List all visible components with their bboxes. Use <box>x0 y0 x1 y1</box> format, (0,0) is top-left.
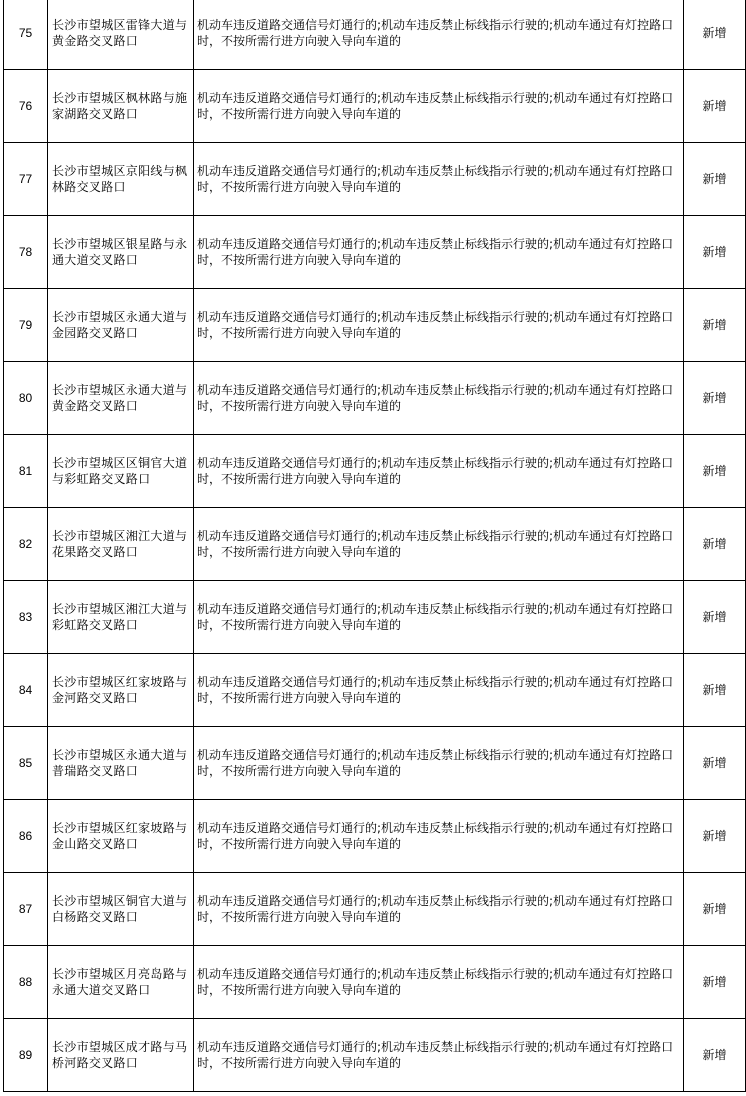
row-number: 80 <box>4 362 48 435</box>
row-number: 77 <box>4 143 48 216</box>
table-body <box>4 0 746 1092</box>
record-type: 新增 <box>684 508 746 581</box>
violation-behavior: 机动车违反道路交通信号灯通行的;机动车违反禁止标线指示行驶的;机动车通过有灯控路口时，不按所需行进方向驶入导向车道的 <box>194 216 684 289</box>
violation-behavior: 机动车违反道路交通信号灯通行的;机动车违反禁止标线指示行驶的;机动车通过有灯控路口时，不按所需行进方向驶入导向车道的 <box>194 289 684 362</box>
record-type: 新增 <box>684 216 746 289</box>
violation-behavior: 机动车违反道路交通信号灯通行的;机动车违反禁止标线指示行驶的;机动车通过有灯控路口时，不按所需行进方向驶入导向车道的 <box>194 654 684 727</box>
intersection-location: 长沙市望城区永通大道与金园路交叉路口 <box>48 289 194 362</box>
intersection-location: 长沙市望城区区铜官大道与彩虹路交叉路口 <box>48 435 194 508</box>
table-row <box>4 70 746 143</box>
row-number: 85 <box>4 727 48 800</box>
table-row <box>4 362 746 435</box>
intersection-location: 长沙市望城区成才路与马桥河路交叉路口 <box>48 1019 194 1092</box>
violation-behavior: 机动车违反道路交通信号灯通行的;机动车违反禁止标线指示行驶的;机动车通过有灯控路口时，不按所需行进方向驶入导向车道的 <box>194 362 684 435</box>
row-number: 89 <box>4 1019 48 1092</box>
row-number: 79 <box>4 289 48 362</box>
record-type: 新增 <box>684 143 746 216</box>
record-type: 新增 <box>684 800 746 873</box>
intersection-location: 长沙市望城区红家坡路与金山路交叉路口 <box>48 800 194 873</box>
record-type: 新增 <box>684 946 746 1019</box>
table-row <box>4 289 746 362</box>
table-row <box>4 1019 746 1092</box>
intersection-location: 长沙市望城区枫林路与施家湖路交叉路口 <box>48 70 194 143</box>
record-type: 新增 <box>684 70 746 143</box>
row-number: 75 <box>4 0 48 70</box>
record-type: 新增 <box>684 362 746 435</box>
violation-behavior: 机动车违反道路交通信号灯通行的;机动车违反禁止标线指示行驶的;机动车通过有灯控路口时，不按所需行进方向驶入导向车道的 <box>194 0 684 70</box>
table-row <box>4 946 746 1019</box>
table-row <box>4 216 746 289</box>
record-type: 新增 <box>684 0 746 70</box>
intersection-location: 长沙市望城区红家坡路与金河路交叉路口 <box>48 654 194 727</box>
intersection-location: 长沙市望城区京阳线与枫林路交叉路口 <box>48 143 194 216</box>
intersection-location: 长沙市望城区湘江大道与彩虹路交叉路口 <box>48 581 194 654</box>
violation-behavior: 机动车违反道路交通信号灯通行的;机动车违反禁止标线指示行驶的;机动车通过有灯控路口时，不按所需行进方向驶入导向车道的 <box>194 435 684 508</box>
violation-behavior: 机动车违反道路交通信号灯通行的;机动车违反禁止标线指示行驶的;机动车通过有灯控路口时，不按所需行进方向驶入导向车道的 <box>194 70 684 143</box>
record-type: 新增 <box>684 581 746 654</box>
violation-behavior: 机动车违反道路交通信号灯通行的;机动车违反禁止标线指示行驶的;机动车通过有灯控路口时，不按所需行进方向驶入导向车道的 <box>194 727 684 800</box>
row-number: 87 <box>4 873 48 946</box>
violation-behavior: 机动车违反道路交通信号灯通行的;机动车违反禁止标线指示行驶的;机动车通过有灯控路口时，不按所需行进方向驶入导向车道的 <box>194 800 684 873</box>
record-type: 新增 <box>684 435 746 508</box>
table-row <box>4 727 746 800</box>
violation-behavior: 机动车违反道路交通信号灯通行的;机动车违反禁止标线指示行驶的;机动车通过有灯控路口时，不按所需行进方向驶入导向车道的 <box>194 946 684 1019</box>
table-row <box>4 581 746 654</box>
camera-location-table <box>3 0 746 1092</box>
intersection-location: 长沙市望城区湘江大道与花果路交叉路口 <box>48 508 194 581</box>
table-row <box>4 435 746 508</box>
record-type: 新增 <box>684 873 746 946</box>
table-row <box>4 873 746 946</box>
table-row <box>4 654 746 727</box>
violation-behavior: 机动车违反道路交通信号灯通行的;机动车违反禁止标线指示行驶的;机动车通过有灯控路口时，不按所需行进方向驶入导向车道的 <box>194 143 684 216</box>
table-row <box>4 143 746 216</box>
table-row <box>4 800 746 873</box>
intersection-location: 长沙市望城区永通大道与黄金路交叉路口 <box>48 362 194 435</box>
record-type: 新增 <box>684 1019 746 1092</box>
intersection-location: 长沙市望城区月亮岛路与永通大道交叉路口 <box>48 946 194 1019</box>
violation-behavior: 机动车违反道路交通信号灯通行的;机动车违反禁止标线指示行驶的;机动车通过有灯控路口时，不按所需行进方向驶入导向车道的 <box>194 873 684 946</box>
violation-behavior: 机动车违反道路交通信号灯通行的;机动车违反禁止标线指示行驶的;机动车通过有灯控路口时，不按所需行进方向驶入导向车道的 <box>194 508 684 581</box>
row-number: 76 <box>4 70 48 143</box>
row-number: 83 <box>4 581 48 654</box>
row-number: 88 <box>4 946 48 1019</box>
violation-behavior: 机动车违反道路交通信号灯通行的;机动车违反禁止标线指示行驶的;机动车通过有灯控路口时，不按所需行进方向驶入导向车道的 <box>194 581 684 654</box>
intersection-location: 长沙市望城区银星路与永通大道交叉路口 <box>48 216 194 289</box>
row-number: 82 <box>4 508 48 581</box>
record-type: 新增 <box>684 727 746 800</box>
row-number: 81 <box>4 435 48 508</box>
table-row <box>4 0 746 70</box>
intersection-location: 长沙市望城区永通大道与普瑞路交叉路口 <box>48 727 194 800</box>
row-number: 84 <box>4 654 48 727</box>
row-number: 78 <box>4 216 48 289</box>
intersection-location: 长沙市望城区铜官大道与白杨路交叉路口 <box>48 873 194 946</box>
record-type: 新增 <box>684 654 746 727</box>
row-number: 86 <box>4 800 48 873</box>
intersection-location: 长沙市望城区雷锋大道与黄金路交叉路口 <box>48 0 194 70</box>
record-type: 新增 <box>684 289 746 362</box>
table-row <box>4 508 746 581</box>
violation-behavior: 机动车违反道路交通信号灯通行的;机动车违反禁止标线指示行驶的;机动车通过有灯控路口时，不按所需行进方向驶入导向车道的 <box>194 1019 684 1092</box>
